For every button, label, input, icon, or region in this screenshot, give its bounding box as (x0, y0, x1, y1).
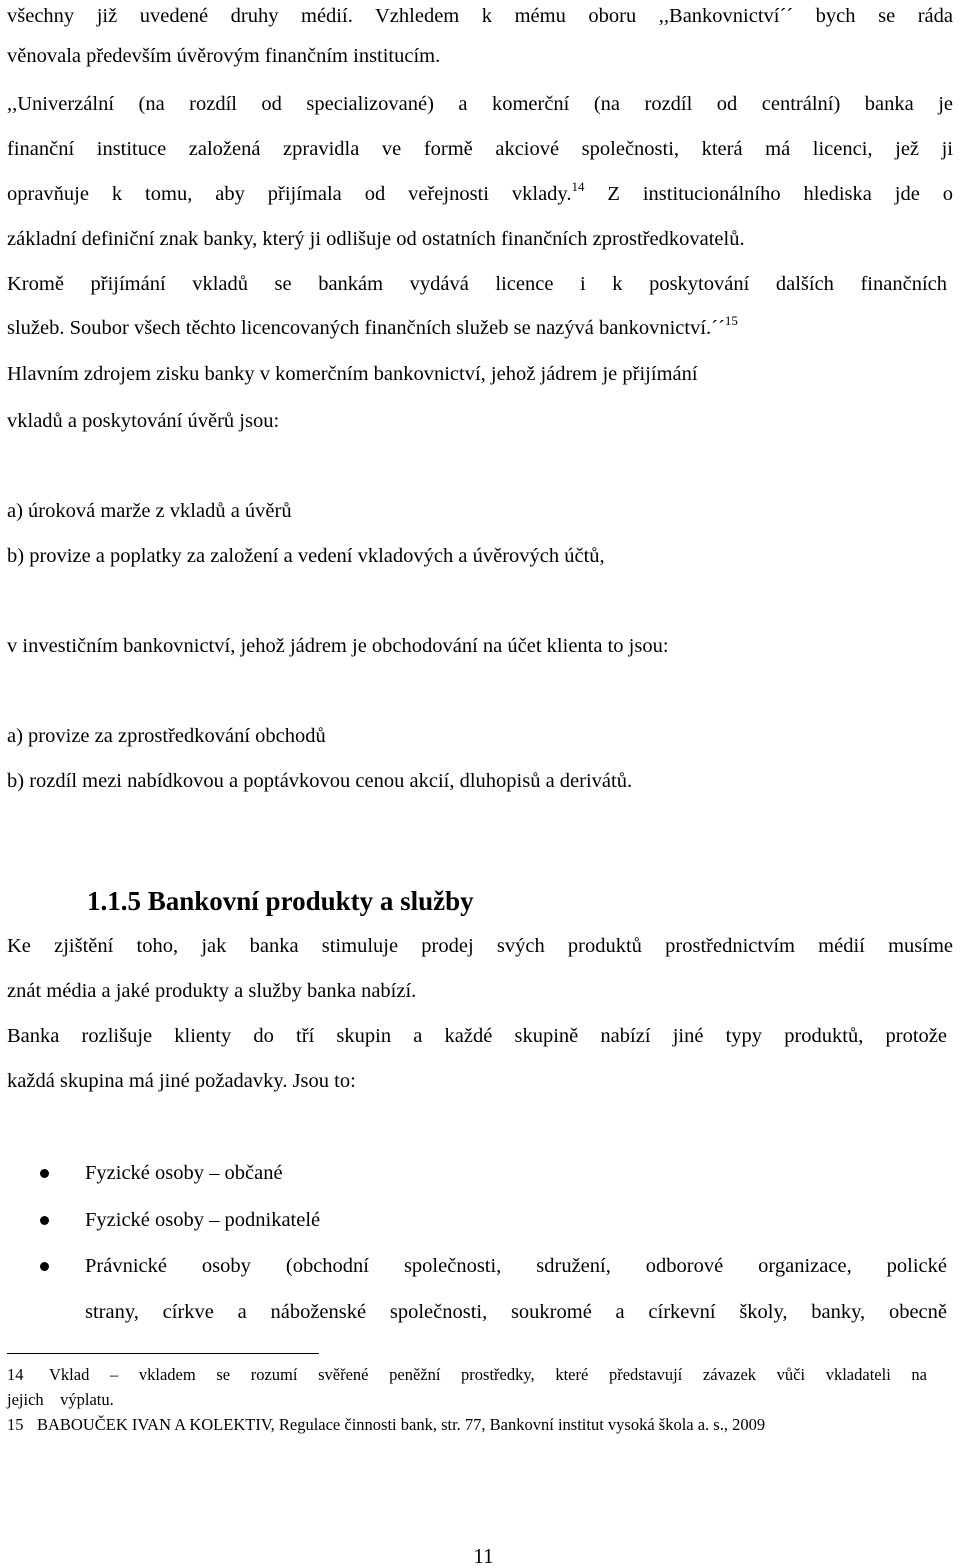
paragraph-definition-line-1: ,,Univerzální (na rozdíl od specializované) a komerční (na rozdíl od centrální) banka je (7, 93, 953, 115)
commercial-item-a: a) úroková marže z vkladů a úvěrů (7, 500, 292, 522)
investment-item-b: b) rozdíl mezi nabídkovou a poptávkovou cenou akcií, dluhopisů a derivátů. (7, 770, 633, 792)
bullet-icon (40, 1216, 49, 1225)
paragraph-products-line-2: znát média a jaké produkty a služby banka nabízí. (7, 980, 417, 1002)
footnote-ref-15: 15 (724, 313, 738, 328)
bullet-icon (40, 1262, 49, 1271)
footnote-15-number: 15 (7, 1415, 24, 1434)
paragraph-products-line-1: Ke zjištění toho, jak banka stimuluje prodej svých produktů prostřednictvím médií musíme (7, 935, 953, 957)
investment-item-a: a) provize za zprostředkování obchodů (7, 725, 326, 747)
paragraph-definition-line-3 (7, 181, 953, 207)
line-6-text: služeb. Soubor všech těchto licencovaných finančních služeb se nazývá bankovnictví.´´ (7, 317, 725, 339)
page-number: 11 (473, 1544, 494, 1568)
line-3-text-b: Z institucionálního hlediska jde o (584, 183, 953, 205)
paragraph-products-line-3: Banka rozlišuje klienty do tří skupin a každé skupině nabízí jiné typy produktů, protože (7, 1025, 947, 1047)
paragraph-intro-line-2: věnovala především úvěrovým finančním institucím. (7, 45, 441, 67)
footnote-14-line-1 (7, 1364, 927, 1386)
paragraph-definition-line-2: finanční instituce založená zpravidla ve formě akciové společnosti, která má licenci, jež ji (7, 138, 953, 160)
paragraph-definition-line-6 (7, 315, 738, 341)
paragraph-definition-line-5: Kromě přijímání vkladů se bankám vydává licence i k poskytování dalších finančních (7, 273, 947, 295)
paragraph-intro-line-1: všechny již uvedené druhy médií. Vzhledem k mému oboru ,,Bankovnictví´´ bych se ráda (7, 5, 953, 27)
footnote-14-text: Vklad – vkladem se rozumí svěřené peněžní prostředky, které představují závazek vůči vkladateli na (49, 1365, 927, 1384)
document-page (7, 0, 960, 1568)
footnote-separator (7, 1353, 319, 1354)
list-item-continuation: strany, církve a náboženské společnosti, soukromé a církevní školy, banky, obecně (85, 1301, 947, 1323)
list-item: Fyzické osoby – podnikatelé (85, 1209, 321, 1231)
paragraph-products-line-4: každá skupina má jiné požadavky. Jsou to: (7, 1070, 356, 1092)
footnote-14-line-2: jejich výplatu. (7, 1390, 114, 1409)
paragraph-definition-line-4: základní definiční znak banky, který ji odlišuje od ostatních finančních zprostředkovatelů. (7, 228, 745, 250)
bullet-icon (40, 1169, 49, 1178)
footnote-ref-14: 14 (571, 179, 585, 194)
list-item: Právnické osoby (obchodní společnosti, sdružení, odborové organizace, polické (85, 1255, 947, 1277)
paragraph-definition-line-8: vkladů a poskytování úvěrů jsou: (7, 410, 280, 432)
footnote-15 (7, 1414, 765, 1436)
commercial-item-b: b) provize a poplatky za založení a vedení vkladových a úvěrových účtů, (7, 545, 605, 567)
list-item: Fyzické osoby – občané (85, 1162, 283, 1184)
paragraph-definition-line-7: Hlavním zdrojem zisku banky v komerčním bankovnictví, jehož jádrem je přijímání (7, 363, 698, 385)
section-heading: 1.1.5 Bankovní produkty a služby (87, 886, 474, 916)
investment-intro: v investičním bankovnictví, jehož jádrem je obchodování na účet klienta to jsou: (7, 635, 669, 657)
footnote-15-text: BABOUČEK IVAN A KOLEKTIV, Regulace činnosti bank, str. 77, Bankovní institut vysoká škola a. s., 2009 (37, 1415, 766, 1434)
line-3-text-a: opravňuje k tomu, aby přijímala od veřejnosti vklady. (7, 183, 572, 205)
footnote-14-number: 14 (7, 1365, 24, 1384)
